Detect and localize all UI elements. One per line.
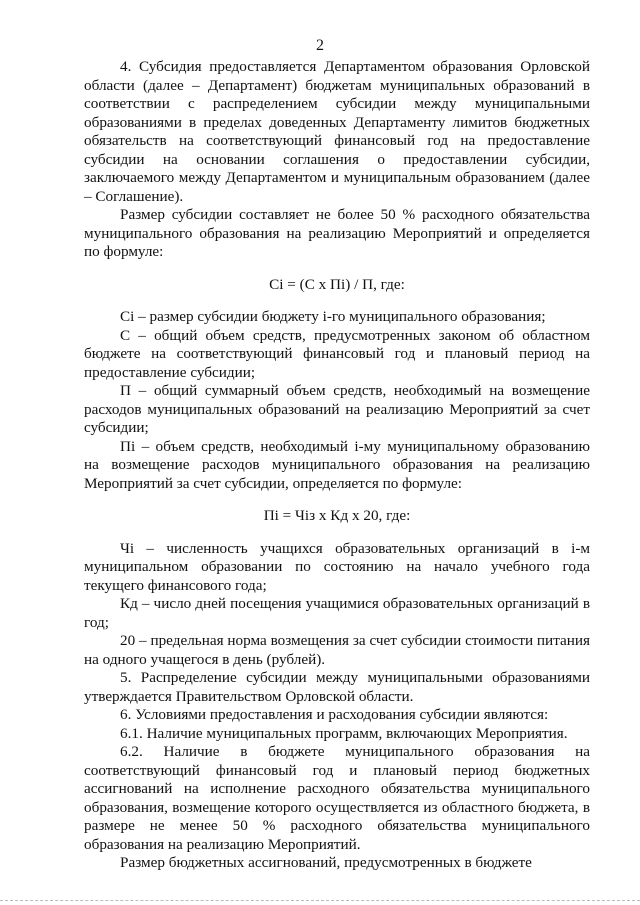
paragraph-6-conditions: 6. Условиями предоставления и расходования субсидии являются: — [120, 706, 549, 723]
paragraph-4-subsidy-provision: 4. Субсидия предоставляется Департаментом образования Орловской области (далее – Департамент) бюджетам муниципальных образований в соответствии с распределением субсидии между муниципальными образованиями в пределах доведенных Департаменту лимитов бюджетных обязательств на соответствующий финансовый год на предоставление субсидии на основании соглашения о предоставлении субсидии, заключаемого между Департаментом и муниципальным образованием (далее – Соглашение). — [84, 58, 590, 205]
paragraph-5-distribution: 5. Распределение субсидии между муниципальными образованиями утверждается Правительством Орловской области. — [84, 669, 590, 705]
paragraph-6-2: 6.2. Наличие в бюджете муниципального образования на соответствующий финансовый год и плановый период бюджетных ассигнований на исполнение расходного обязательства муниципального образования, возмещение которого осуществляется из областного бюджета, в размере не менее 50 % расходного обязательства муниципального образования на реализацию Мероприятий. — [84, 743, 590, 853]
paragraph-6-1: 6.1. Наличие муниципальных программ, включающих Мероприятия. — [120, 724, 568, 742]
formula-ci: Ci = (C x Пi) / П, где: — [269, 275, 405, 293]
formula-pi: Пi = Чiз х Кд х 20, где: — [263, 507, 411, 524]
definition-kd: Кд – число дней посещения учащимися образовательных организаций в год; — [84, 595, 590, 631]
definition-pi: Пi – объем средств, необходимый i-му муниципальному образованию на возмещение расходов муниципального образования на реализацию Мероприятий за счет субсидии, определяется по формуле: — [84, 437, 590, 492]
definition-chi: Чi – численность учащихся образовательных организаций в i-м муниципальном образовании по состоянию на начало учебного года текущего финансового года; — [84, 539, 590, 594]
definition-ci: Ci – размер субсидии бюджету i-го муниципального образования; — [120, 308, 546, 325]
definition-c: C – общий объем средств, предусмотренных законом об областном бюджете на соответствующий финансовый год и плановый период на предоставление субсидии; — [84, 326, 590, 381]
scan-edge-line — [0, 900, 640, 901]
page-number: 2 — [316, 37, 324, 54]
document-body — [84, 58, 590, 873]
paragraph-subsidy-size: Размер субсидии составляет не более 50 % расходного обязательства муниципального образования на реализацию Мероприятий и определяется по формуле: — [84, 206, 590, 260]
paragraph-budget-allocations: Размер бюджетных ассигнований, предусмотренных в бюджете — [120, 854, 532, 871]
definition-20: 20 – предельная норма возмещения за счет субсидии стоимости питания на одного учащегося в день (рублей). — [84, 632, 590, 668]
definition-p: П – общий суммарный объем средств, необходимый на возмещение расходов муниципальных образований на реализацию Мероприятий за счет субсидии; — [84, 382, 590, 436]
